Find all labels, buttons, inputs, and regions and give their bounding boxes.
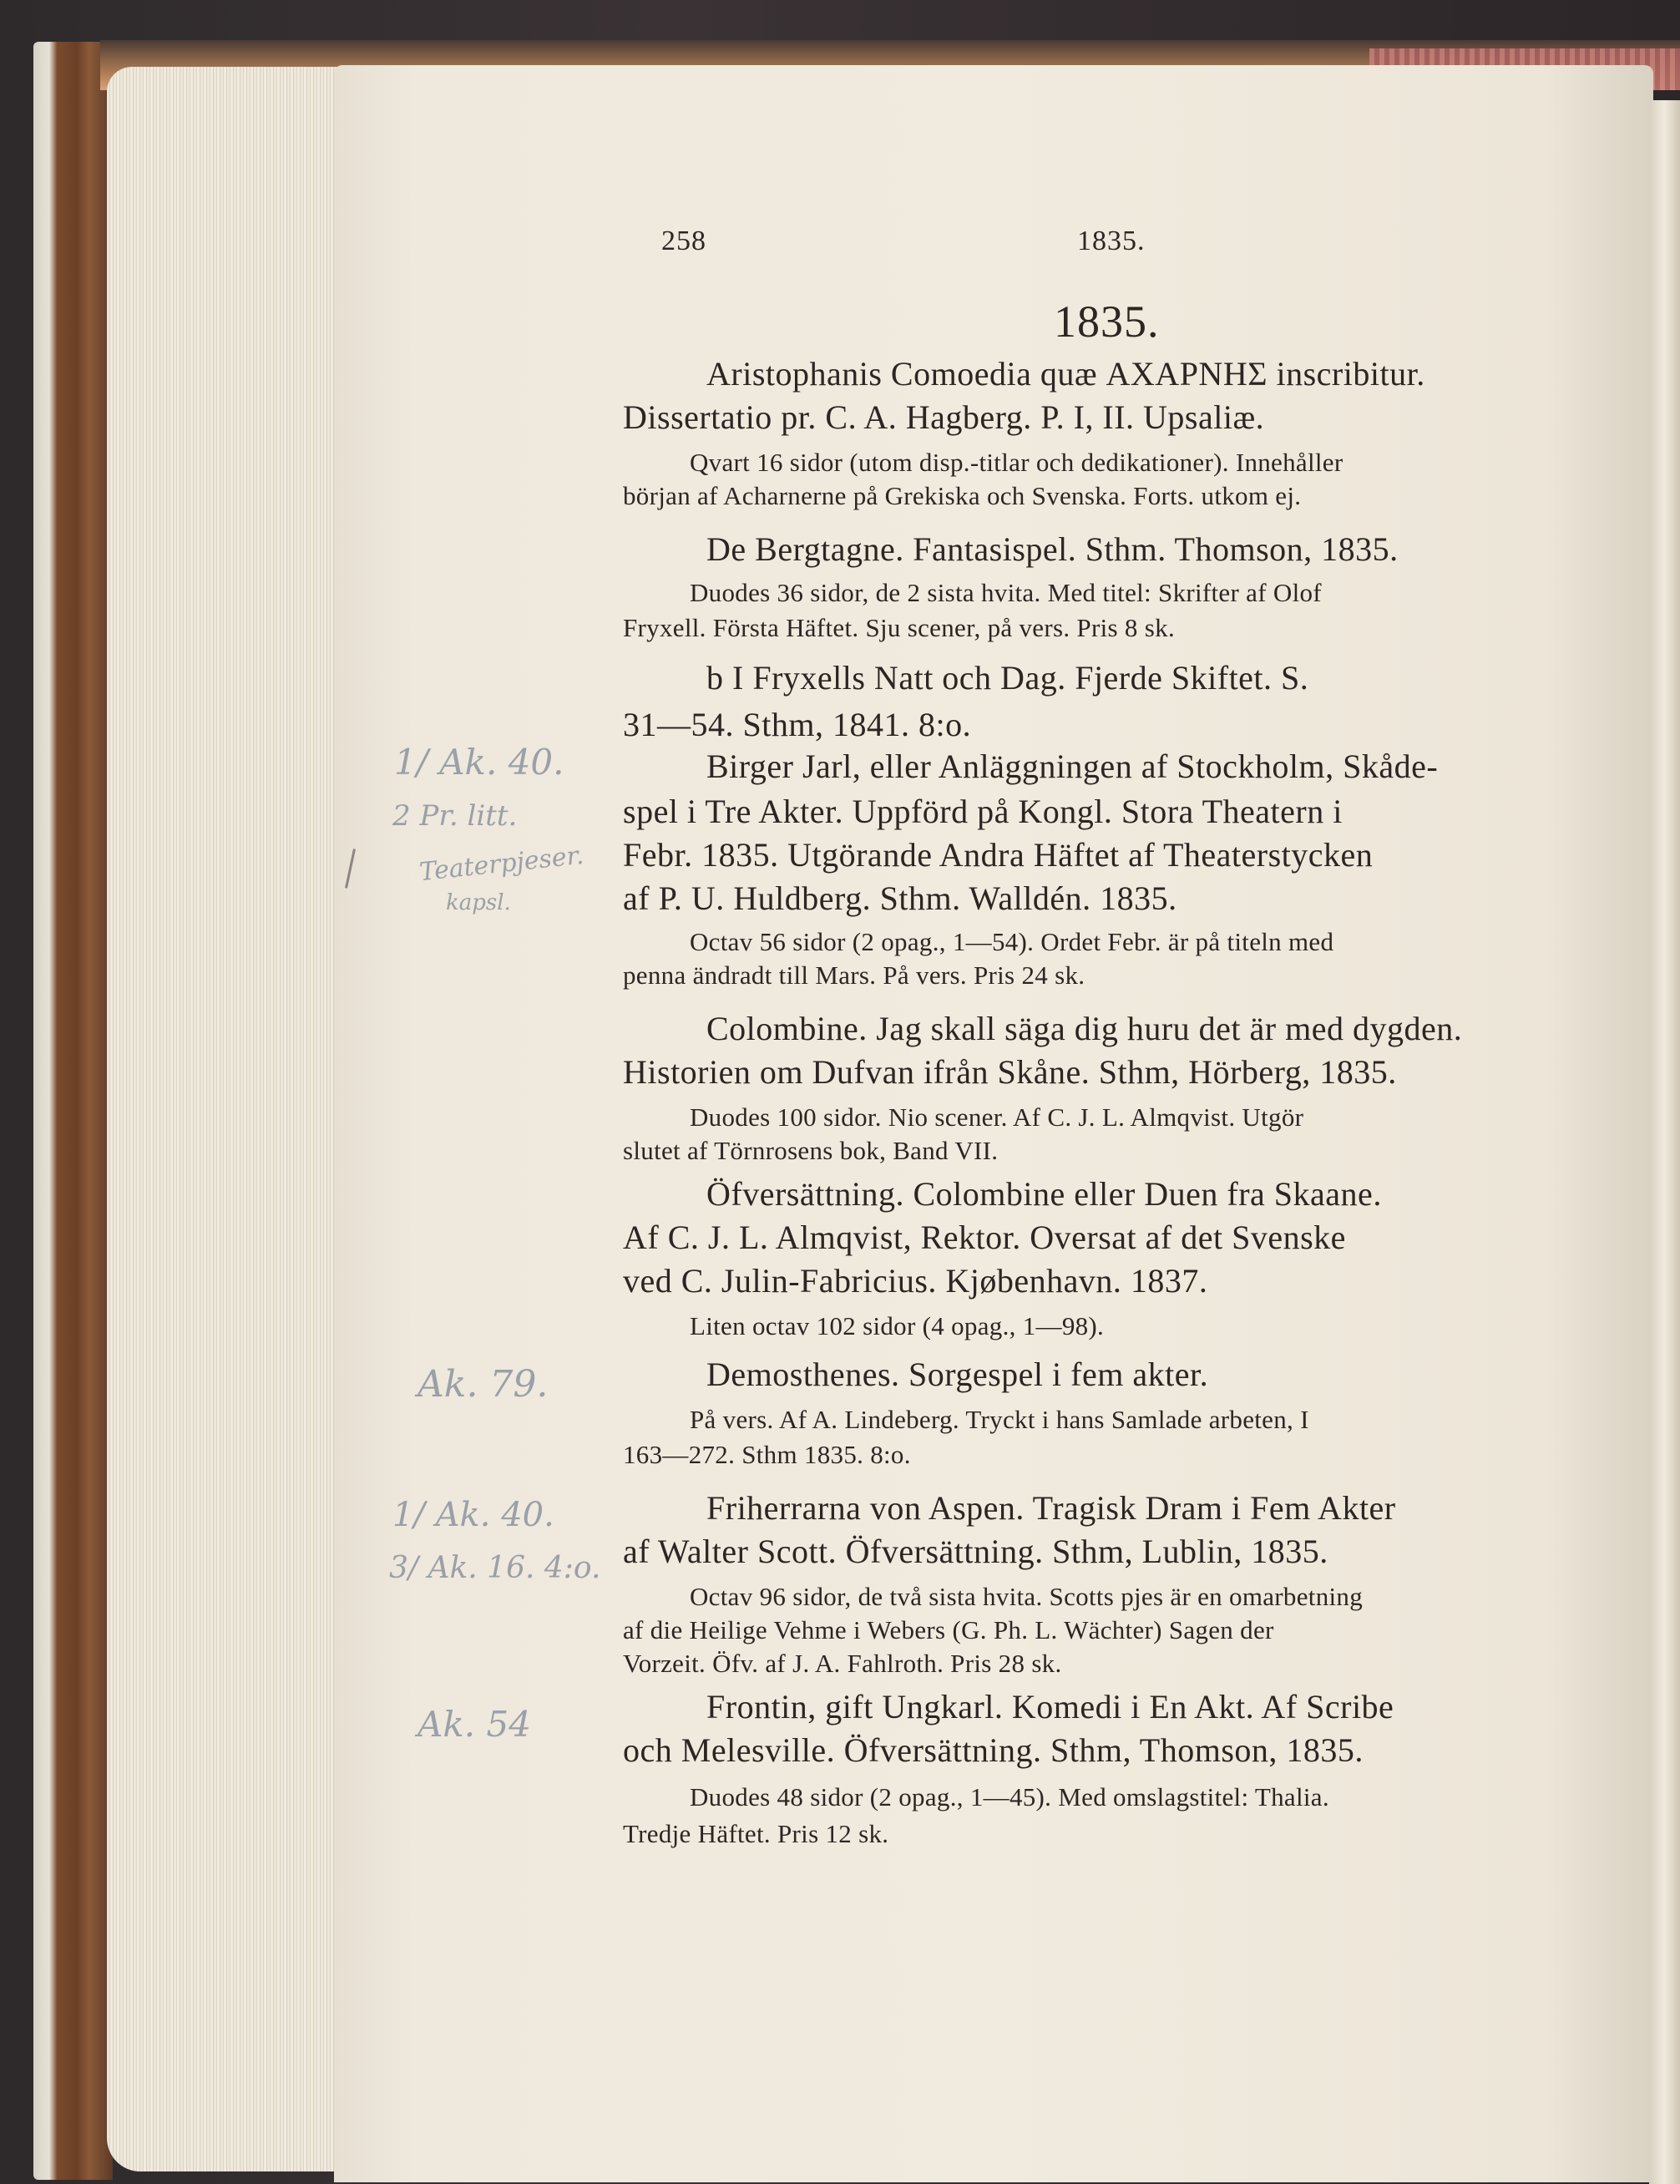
entry-note-line-35: Tredje Häftet. Pris 12 sk. [623, 1819, 889, 1848]
entry-note-line-18: Duodes 100 sidor. Nio scener. Af C. J. L. Almqvist. Utgör [690, 1102, 1304, 1132]
section-title: 1835. [1054, 296, 1160, 347]
entry-line-2: Dissertatio pr. C. A. Hagberg. P. I, II. Upsaliæ. [623, 398, 1265, 436]
entry-line-20: Öfversättning. Colombine eller Duen fra Skaane. [706, 1175, 1382, 1213]
entry-note-line-30: af die Heilige Vehme i Webers (G. Ph. L. Wächter) Sagen der [623, 1615, 1274, 1644]
entry-note-line-19: slutet af Törnrosens bok, Band VII. [623, 1136, 999, 1165]
entry-note-line-7: Fryxell. Första Häftet. Sju scener, på vers. Pris 8 sk. [623, 613, 1175, 642]
entry-line-17: Historien om Dufvan ifrån Skåne. Sthm, Hörberg, 1835. [623, 1053, 1397, 1091]
entry-note-line-4: början af Acharnerne på Grekiska och Svenska. Forts. utkom ej. [623, 481, 1302, 510]
entry-line-28: af Walter Scott. Öfversättning. Sthm, Lublin, 1835. [623, 1533, 1328, 1570]
entry-note-line-34: Duodes 48 sidor (2 opag., 1—45). Med omslagstitel: Thalia. [690, 1782, 1329, 1812]
entry-line-22: ved C. Julin-Fabricius. Kjøbenhavn. 1837. [623, 1262, 1208, 1300]
entry-line-16: Colombine. Jag skall säga dig huru det är med dygden. [706, 1010, 1463, 1047]
entry-note-line-26: 163—272. Sthm 1835. 8:o. [623, 1440, 911, 1469]
margin-note-8: Ak. 54 [417, 1704, 531, 1745]
entry-note-line-23: Liten octav 102 sidor (4 opag., 1—98). [690, 1311, 1105, 1340]
margin-note-7: 3/ Ak. 16. 4:o. [389, 1551, 601, 1585]
entry-note-line-6: Duodes 36 sidor, de 2 sista hvita. Med titel: Skrifter af Olof [690, 578, 1322, 607]
margin-note-4: kapsl. [446, 890, 511, 915]
entry-note-line-25: På vers. Af A. Lindeberg. Tryckt i hans Samlade arbeten, I [690, 1405, 1309, 1434]
entry-line-9: 31—54. Sthm, 1841. 8:o. [623, 706, 972, 743]
entry-note-line-29: Octav 96 sidor, de två sista hvita. Scotts pjes är en omarbetning [690, 1582, 1364, 1611]
entry-note-line-3: Qvart 16 sidor (utom disp.-titlar och dedikationer). Innehåller [690, 448, 1343, 477]
entry-note-line-31: Vorzeit. Öfv. af J. A. Fahlroth. Pris 28 sk. [623, 1649, 1062, 1678]
entry-line-33: och Melesville. Öfversättning. Sthm, Thomson, 1835. [623, 1731, 1364, 1769]
entry-line-8: b I Fryxells Natt och Dag. Fjerde Skiftet. S. [706, 659, 1309, 697]
page-number: 258 [661, 225, 706, 256]
entry-line-13: af P. U. Huldberg. Sthm. Walldén. 1835. [623, 879, 1177, 917]
entry-note-line-14: Octav 56 sidor (2 opag., 1—54). Ordet Febr. är på titeln med [690, 927, 1334, 956]
entry-line-11: spel i Tre Akter. Uppförd på Kongl. Stora Theatern i [623, 793, 1343, 830]
entry-line-21: Af C. J. L. Almqvist, Rektor. Oversat af det Svenske [623, 1219, 1346, 1256]
entry-line-32: Frontin, gift Ungkarl. Komedi i En Akt. Af Scribe [706, 1688, 1394, 1725]
running-head: 1835. [1077, 225, 1146, 256]
margin-note-2: 2 Pr. litt. [392, 799, 518, 833]
margin-note-5: Ak. 79. [417, 1363, 549, 1406]
entry-line-12: Febr. 1835. Utgörande Andra Häftet af Theaterstycken [623, 836, 1374, 874]
entry-line-24: Demosthenes. Sorgespel i fem akter. [706, 1355, 1209, 1393]
entry-line-27: Friherrarna von Aspen. Tragisk Dram i Fem Akter [706, 1489, 1396, 1527]
entry-note-line-15: penna ändradt till Mars. På vers. Pris 24 sk. [623, 960, 1085, 990]
entry-line-1: Aristophanis Comoedia quæ ΑΧΑΡΝΗΣ inscribitur. [706, 355, 1425, 393]
book-cover-left [33, 42, 113, 2180]
margin-note-1: 1/ Ak. 40. [394, 742, 564, 783]
margin-note-3: Teaterpjeser. [417, 840, 585, 888]
margin-note-6: 1/ Ak. 40. [392, 1496, 554, 1534]
entry-line-10: Birger Jarl, eller Anläggningen af Stockholm, Skåde- [706, 747, 1439, 785]
entry-line-5: De Bergtagne. Fantasispel. Sthm. Thomson, 1835. [706, 530, 1399, 568]
right-page-edge [1649, 100, 1680, 2184]
